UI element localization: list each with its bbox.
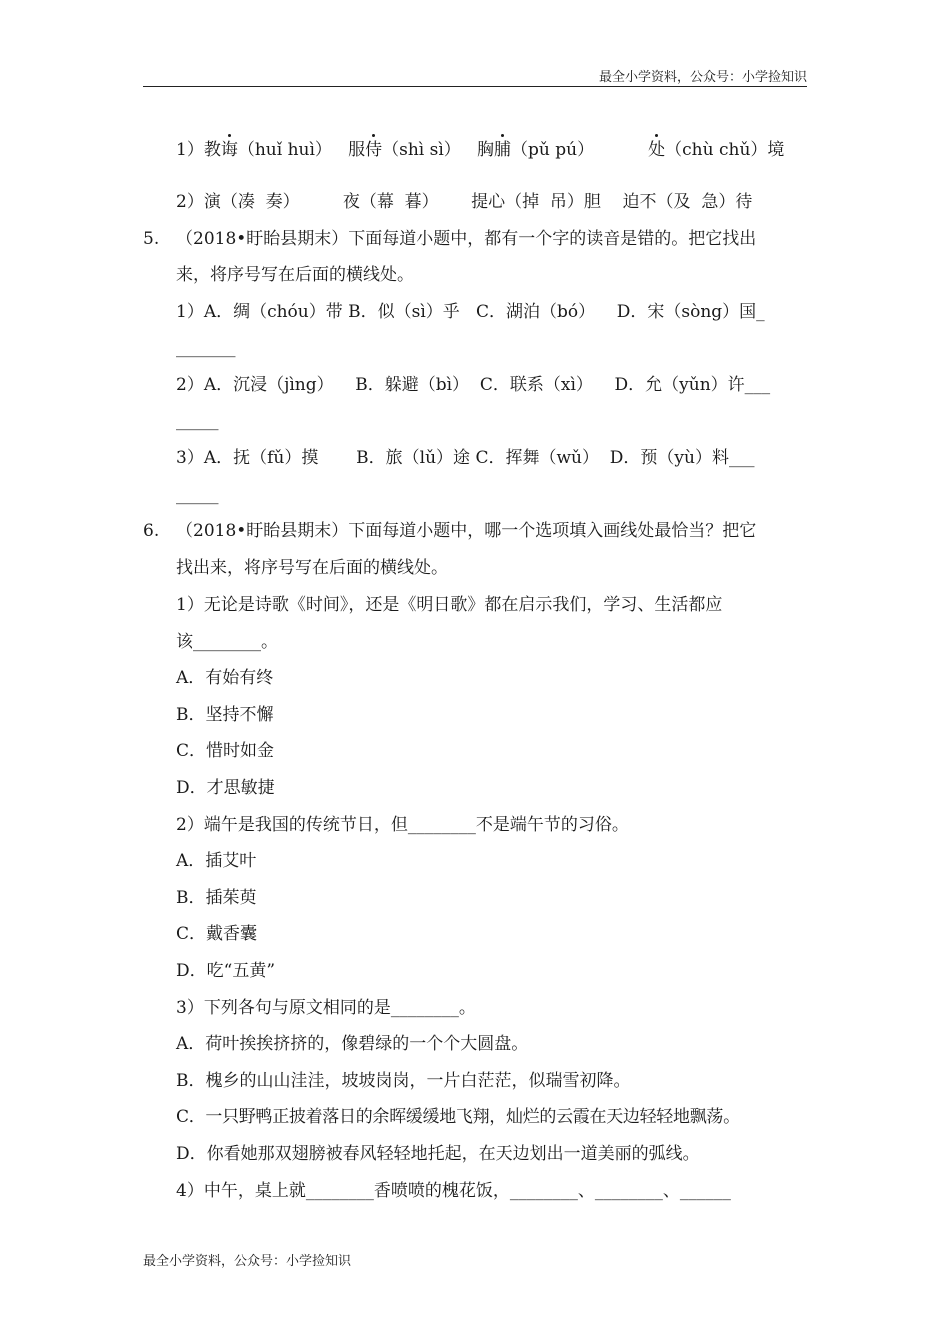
emphasis-dot-char: 处 [648, 140, 666, 160]
question-stem: （2018•盱眙县期末）下面每道小题中，都有一个字的读音是错的。把它找出 [176, 229, 757, 249]
item-number: 1） [176, 140, 204, 160]
sub-question: 1）无论是诗歌《时间》，还是《明日歌》都在启示我们，学习、生活都应 [176, 595, 723, 615]
option: C．一只野鸭正披着落日的余晖缓缓地飞翔，灿烂的云霞在天边轻轻地飘荡。 [176, 1107, 740, 1127]
option: D．吃“五黄” [176, 961, 276, 981]
prev-question-line-2: 2）演（凑 奏） 夜（幕 暮） 提心（掉 吊）胆 迫不（及 急）待 [176, 192, 753, 212]
char: 教 [203, 140, 221, 160]
sub-question: 4）中午，桌上就________香喷喷的槐花饭，________、________、______ [176, 1181, 731, 1201]
char: 服 [348, 140, 366, 160]
sub-question: 3）下列各句与原文相同的是________。 [176, 998, 476, 1018]
pinyin-options: （huǐ huì） [237, 140, 332, 160]
pinyin-options: （shì sì） [382, 140, 461, 160]
option: D．你看她那双翅膀被春风轻轻地托起，在天边划出一道美丽的弧线。 [176, 1144, 700, 1164]
emphasis-dot-char: 侍 [365, 140, 383, 160]
char: 胸 [477, 140, 495, 160]
header-rule [143, 86, 807, 87]
option: C．惜时如金 [176, 741, 275, 761]
option: B．插茱萸 [176, 888, 257, 908]
question-stem: （2018•盱眙县期末）下面每道小题中，哪一个选项填入画线处最恰当？把它 [176, 521, 757, 541]
prev-question-line-1 [176, 140, 784, 160]
page-footer: 最全小学资料，公众号：小学捡知识 [143, 1254, 352, 1269]
option: D．才思敏捷 [176, 778, 275, 798]
sub-question: 1）A．绸（chóu）带 B．似（sì）乎 C．湖泊（bó） D．宋（sòng）国_ [176, 302, 765, 322]
option: B．槐乡的山山洼洼，坡坡岗岗，一片白茫茫，似瑞雪初降。 [176, 1071, 631, 1091]
question-stem: 找出来，将序号写在后面的横线处。 [176, 558, 448, 578]
page-header: 最全小学资料，公众号：小学捡知识 [598, 70, 807, 85]
answer-blank: _____ [176, 485, 219, 505]
option: A．插艾叶 [176, 851, 257, 871]
option: C．戴香囊 [176, 924, 258, 944]
question-stem: 来，将序号写在后面的横线处。 [176, 265, 414, 285]
pinyin-options: （chù chǔ）境 [665, 140, 785, 160]
answer-blank: _____ [176, 411, 219, 431]
option: B．坚持不懈 [176, 705, 274, 725]
sub-question: 2）端午是我国的传统节日，但________不是端午节的习俗。 [176, 815, 629, 835]
emphasis-dot-char: 脯 [494, 140, 512, 160]
sub-question: 3）A．抚（fǔ）摸 B．旅（lǔ）途 C．挥舞（wǔ） D．预（yù）料___ [176, 448, 755, 468]
sub-question: 2）A．沉浸（jìng） B．躲避（bì） C．联系（xì） D．允（yǔn）许___ [176, 375, 771, 395]
emphasis-dot-char: 诲 [220, 140, 238, 160]
pinyin-options: （pǔ pú） [511, 140, 595, 160]
answer-blank: _______ [176, 338, 236, 358]
option: A．有始有终 [176, 668, 274, 688]
question-number: 6. [143, 521, 160, 541]
sub-question: 该________。 [176, 632, 278, 652]
option: A．荷叶挨挨挤挤的，像碧绿的一个个大圆盘。 [176, 1034, 529, 1054]
question-number: 5. [143, 229, 160, 249]
